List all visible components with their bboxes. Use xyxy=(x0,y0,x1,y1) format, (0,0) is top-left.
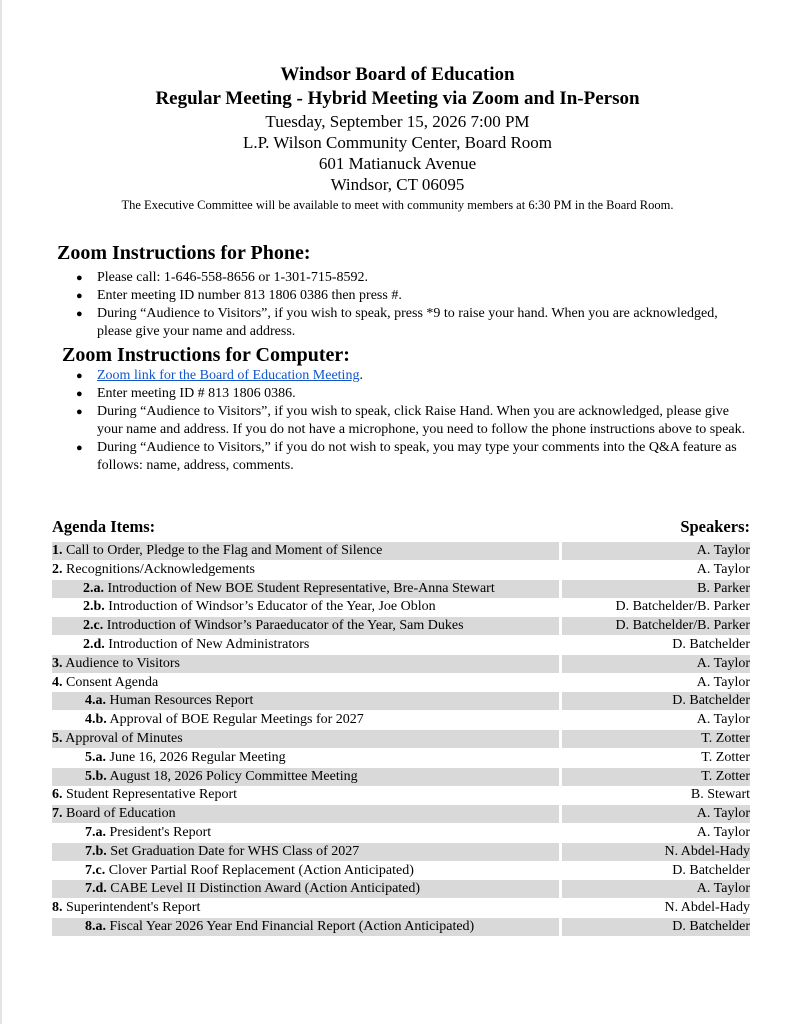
meeting-venue: L.P. Wilson Community Center, Board Room xyxy=(242,133,553,152)
table-row: 5.b. August 18, 2026 Policy Committee Meeting T. Zotter xyxy=(52,768,750,787)
zoom-computer-heading: Zoom Instructions for Computer: xyxy=(62,344,350,366)
agenda-header xyxy=(52,517,750,537)
agenda-items-heading: Agenda Items: xyxy=(52,517,156,536)
table-row: 7.d. CABE Level II Distinction Award (Action Anticipated) A. Taylor xyxy=(52,880,750,899)
list-item: ● During “Audience to Visitors”, if you wish to speak, press *9 to raise your hand. When you are acknowledged, please give your name and address. xyxy=(76,306,718,339)
bullet-icon: ● xyxy=(76,406,83,418)
table-row: 4.b. Approval of BOE Regular Meetings for 2027 A. Taylor xyxy=(85,712,750,728)
list-item: ● Enter meeting ID number 813 1806 0386 then press #. xyxy=(76,288,402,303)
list-item: ● During “Audience to Visitors,” if you do not wish to speak, you may type your comments into the Q&A feature as follows: name, address, comments. xyxy=(76,440,737,473)
table-row: 3. Audience to Visitors A. Taylor xyxy=(52,655,750,671)
speakers-heading: Speakers: xyxy=(680,517,750,536)
bullet-icon: ● xyxy=(76,388,83,400)
zoom-meeting-link[interactable]: Zoom link for the Board of Education Meeting xyxy=(97,368,360,383)
bullet-icon: ● xyxy=(76,272,83,284)
table-row: 4. Consent Agenda A. Taylor xyxy=(52,674,750,690)
meeting-datetime: Tuesday, September 15, 2026 7:00 PM xyxy=(265,112,530,131)
table-row: 7.c. Clover Partial Roof Replacement (Action Anticipated) D. Batchelder xyxy=(85,862,750,878)
table-row: 1. Call to Order, Pledge to the Flag and Moment of Silence A. Taylor xyxy=(52,543,750,558)
table-row: 7.a. President's Report A. Taylor xyxy=(85,824,750,840)
table-row: 7. Board of Education A. Taylor xyxy=(52,806,750,822)
table-row: 2.b. Introduction of Windsor’s Educator of the Year, Joe Oblon D. Batchelder/B. Parker xyxy=(83,599,750,615)
list-item: ● Zoom link for the Board of Education Meeting. xyxy=(76,368,363,383)
table-row: 5. Approval of Minutes T. Zotter xyxy=(52,730,750,746)
table-row: 6. Student Representative Report B. Stewart xyxy=(52,787,750,803)
table-row: 2.d. Introduction of New Administrators D. Batchelder xyxy=(83,636,750,652)
table-row: 2. Recognitions/Acknowledgements A. Taylor xyxy=(52,561,750,577)
zoom-computer-steps xyxy=(76,367,756,475)
meeting-street: 601 Matianuck Avenue xyxy=(318,154,477,173)
table-row: 7.b. Set Graduation Date for WHS Class of 2027 N. Abdel-Hady xyxy=(52,843,750,862)
executive-committee-note: The Executive Committee will be available to meet with community members at 6:30 PM in the Board Room. xyxy=(121,198,674,212)
list-item: ● During “Audience to Visitors”, if you wish to speak, click Raise Hand. When you are acknowledged, please give your name and address. If you do not have a microphone, you need to follow the phone instructions above to speak. xyxy=(76,404,746,437)
table-row: 2.c. Introduction of Windsor’s Paraeducator of the Year, Sam Dukes D. Batchelder/B. Parker xyxy=(52,617,750,636)
document-header xyxy=(0,63,795,214)
agenda-table xyxy=(52,542,750,937)
list-item: ● Please call: 1-646-558-8656 or 1-301-715-8592. xyxy=(76,270,368,285)
bullet-icon: ● xyxy=(76,442,83,454)
table-row: 8. Superintendent's Report N. Abdel-Hady xyxy=(52,900,750,916)
document-subtitle: Regular Meeting - Hybrid Meeting via Zoom and In-Person xyxy=(155,88,640,109)
document-title: Windsor Board of Education xyxy=(280,64,515,85)
zoom-phone-heading: Zoom Instructions for Phone: xyxy=(57,242,311,264)
bullet-icon: ● xyxy=(76,370,83,382)
table-row: 2.a. Introduction of New BOE Student Representative, Bre-Anna Stewart B. Parker xyxy=(52,580,750,599)
meeting-city: Windsor, CT 06095 xyxy=(330,175,465,194)
list-item: ● Enter meeting ID # 813 1806 0386. xyxy=(76,386,296,401)
table-row: 5.a. June 16, 2026 Regular Meeting T. Zotter xyxy=(85,749,750,765)
bullet-icon: ● xyxy=(76,290,83,302)
zoom-phone-steps xyxy=(76,269,756,341)
bullet-icon: ● xyxy=(76,308,83,320)
table-row: 8.a. Fiscal Year 2026 Year End Financial Report (Action Anticipated) D. Batchelder xyxy=(52,918,750,937)
table-row: 4.a. Human Resources Report D. Batchelder xyxy=(52,692,750,711)
